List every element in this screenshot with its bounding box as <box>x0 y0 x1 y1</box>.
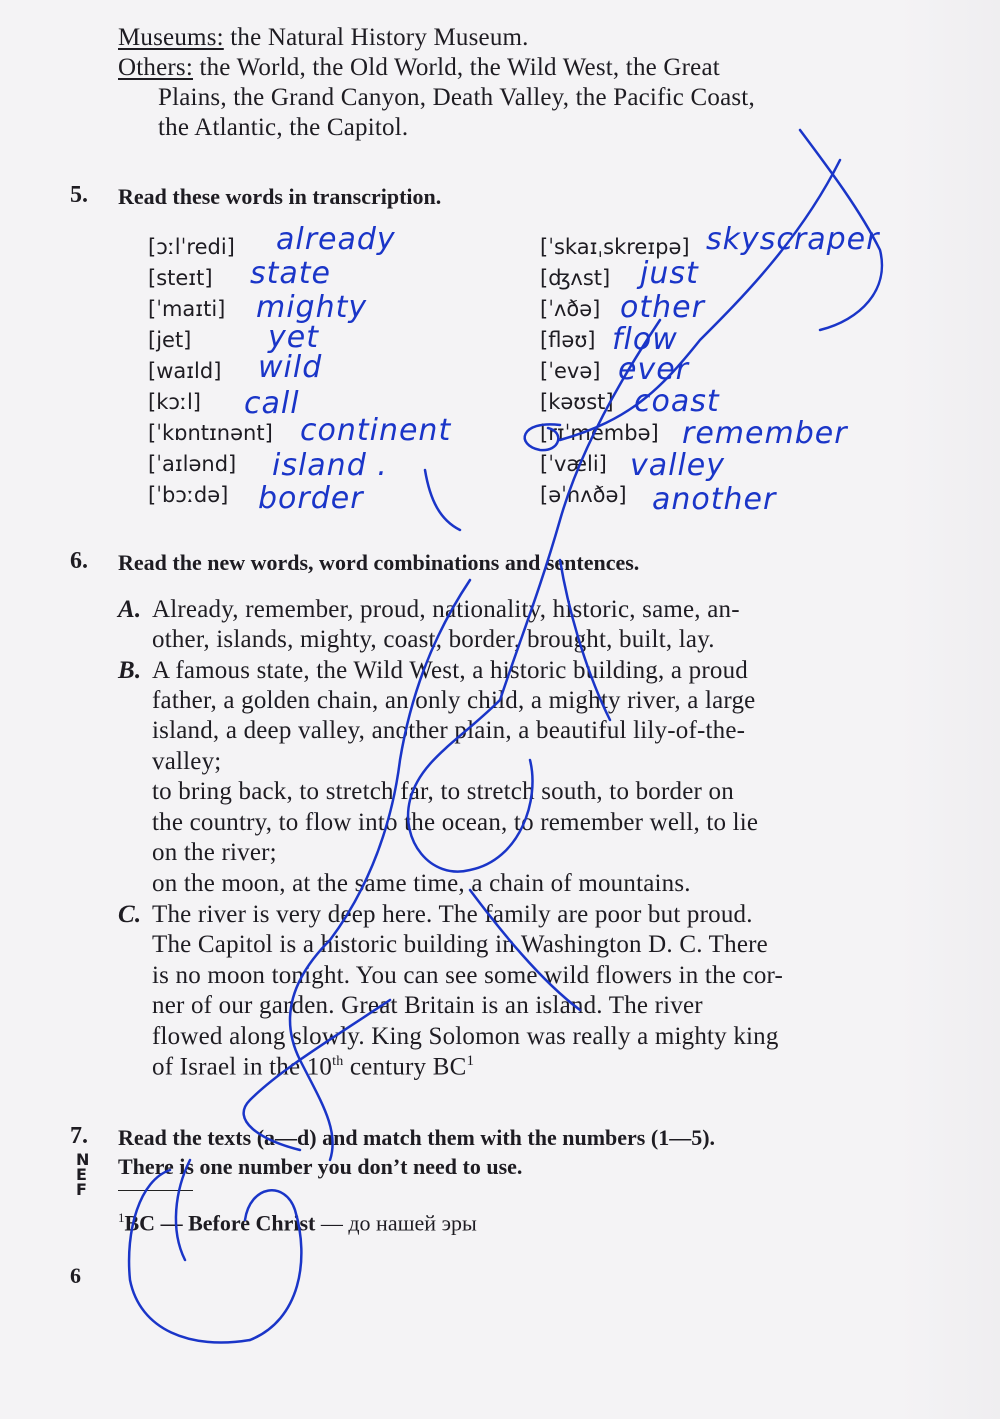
section-b-line-6: the country, to flow into the ocean, to remember well, to lie <box>152 809 759 836</box>
transcription: [ˈʌðə] <box>540 297 601 321</box>
transcription: [rɪˈmembə] <box>540 421 659 445</box>
transcription: [fləʊ] <box>540 328 596 352</box>
handwritten-answer: flow <box>612 322 678 357</box>
exercise-7-line-2: There is one number you don’t need to use. <box>118 1154 523 1179</box>
footnote-dash: — <box>155 1210 189 1236</box>
section-c-line-2: The Capitol is a historic building in Washington D. C. There <box>152 931 768 958</box>
handwritten-answer: mighty <box>256 290 368 325</box>
footnote-abbr: BC <box>124 1210 156 1236</box>
transcription: [ˈbɔːdə] <box>148 483 229 507</box>
section-b-line-2: father, a golden chain, an only child, a mighty river, a large <box>152 687 756 714</box>
transcription: [ˈevə] <box>540 359 601 383</box>
handwritten-answer: wild <box>258 350 323 385</box>
c6-post: century BC <box>343 1053 467 1081</box>
transcription: [əˈnʌðə] <box>540 483 627 507</box>
section-b-line-8: on the moon, at the same time, a chain of mountains. <box>152 870 691 897</box>
section-b-line-1: A famous state, the Wild West, a historic building, a proud <box>152 657 748 684</box>
museums-label: Museums: <box>118 24 224 51</box>
exercise-7-line-1: Read the texts (a—d) and match them with the numbers (1—5). <box>118 1125 716 1150</box>
handwritten-answer: just <box>640 256 699 291</box>
page-number: 6 <box>70 1263 81 1288</box>
transcription: [kəʊst] <box>540 390 614 414</box>
section-c-line-3: is no moon tonight. You can see some wild flowers in the cor- <box>152 962 784 989</box>
transcription: [ˈskaɪˌskreɪpə] <box>540 235 690 259</box>
section-c-line-5: flowed along slowly. King Solomon was really a mighty king <box>152 1023 779 1050</box>
museums-text: the Natural History Museum. <box>223 24 529 51</box>
handwritten-answer: yet <box>268 320 319 355</box>
handwritten-answer: remember <box>682 416 848 451</box>
scribble-stroke <box>425 470 460 530</box>
transcription: [ˈkɒntɪnənt] <box>148 421 273 445</box>
handwritten-answer: valley <box>630 448 726 483</box>
section-b-label: B. <box>118 657 142 684</box>
scribble-stroke <box>129 1170 250 1343</box>
handwritten-answer: continent <box>300 413 452 448</box>
transcription: [jet] <box>148 328 192 352</box>
handwritten-answer: island . <box>272 448 388 483</box>
section-b-line-5: to bring back, to stretch far, to stretch south, to border on <box>152 778 734 805</box>
handwritten-answer: border <box>258 481 364 516</box>
section-a-line-2: other, islands, mighty, coast, border, brought, built, lay. <box>152 626 715 653</box>
footnote-mark: 1 <box>118 1210 125 1225</box>
exercise-6-heading: Read the new words, word combinations and sentences. <box>118 550 640 575</box>
handwritten-answer: already <box>276 222 396 257</box>
footnote-term: Before Christ <box>188 1210 316 1236</box>
museums-line <box>118 24 529 52</box>
section-a-label: A. <box>118 596 142 623</box>
handwritten-answer: skyscraper <box>706 222 880 257</box>
section-b-line-3: island, a deep valley, another plain, a beautiful lily-of-the- <box>152 717 746 744</box>
transcription: [ˈaɪlənd] <box>148 452 237 476</box>
c6-pre: of Israel in the 10 <box>152 1053 333 1081</box>
others-line-2: Plains, the Grand Canyon, Death Valley, the Pacific Coast, <box>158 84 755 111</box>
exercise-6-number: 6. <box>70 548 88 574</box>
transcription: [ɔːlˈredi] <box>148 235 235 259</box>
others-line-1 <box>118 54 720 82</box>
handwritten-answer: another <box>652 482 777 517</box>
handwritten-answer: coast <box>634 384 720 419</box>
section-c-label: C. <box>118 901 142 928</box>
handwritten-answer: state <box>250 256 331 291</box>
transcription: [ˈmaɪti] <box>148 297 226 321</box>
show-through-shadow <box>900 0 1000 1419</box>
handwritten-answer: other <box>620 290 705 325</box>
c6-sup: th <box>332 1054 344 1069</box>
section-c-line-1: The river is very deep here. The family are poor but proud. <box>152 901 753 928</box>
section-c-line-6 <box>152 1053 474 1081</box>
section-c-line-4: ner of our garden. Great Britain is an island. The river <box>152 992 703 1019</box>
transcription: [ʤʌst] <box>540 266 611 290</box>
exercise-7-number: 7. <box>70 1123 88 1149</box>
section-a-line-1: Already, remember, proud, nationality, historic, same, an- <box>152 596 740 623</box>
handwritten-answer: call <box>244 386 300 421</box>
exercise-5-number: 5. <box>70 182 88 208</box>
exercise-5-heading: Read these words in transcription. <box>118 184 442 209</box>
transcription: [steɪt] <box>148 266 213 290</box>
footnote-ref: 1 <box>466 1053 475 1069</box>
section-b-line-4: valley; <box>152 748 222 775</box>
footnote-rule <box>118 1190 193 1191</box>
footnote-translation: — до нашей эры <box>315 1210 477 1236</box>
transcription: [kɔːl] <box>148 390 201 414</box>
nef-margin-mark: N E F <box>76 1150 90 1199</box>
transcription: [waɪld] <box>148 359 222 383</box>
handwritten-answer: ever <box>618 352 690 387</box>
footnote <box>118 1210 477 1236</box>
others-line-3: the Atlantic, the Capitol. <box>158 114 409 141</box>
section-b-line-7: on the river; <box>152 839 277 866</box>
others-text-1: the World, the Old World, the Wild West, the Great <box>193 54 720 81</box>
transcription: [ˈvæli] <box>540 452 607 476</box>
others-label: Others: <box>118 54 193 81</box>
